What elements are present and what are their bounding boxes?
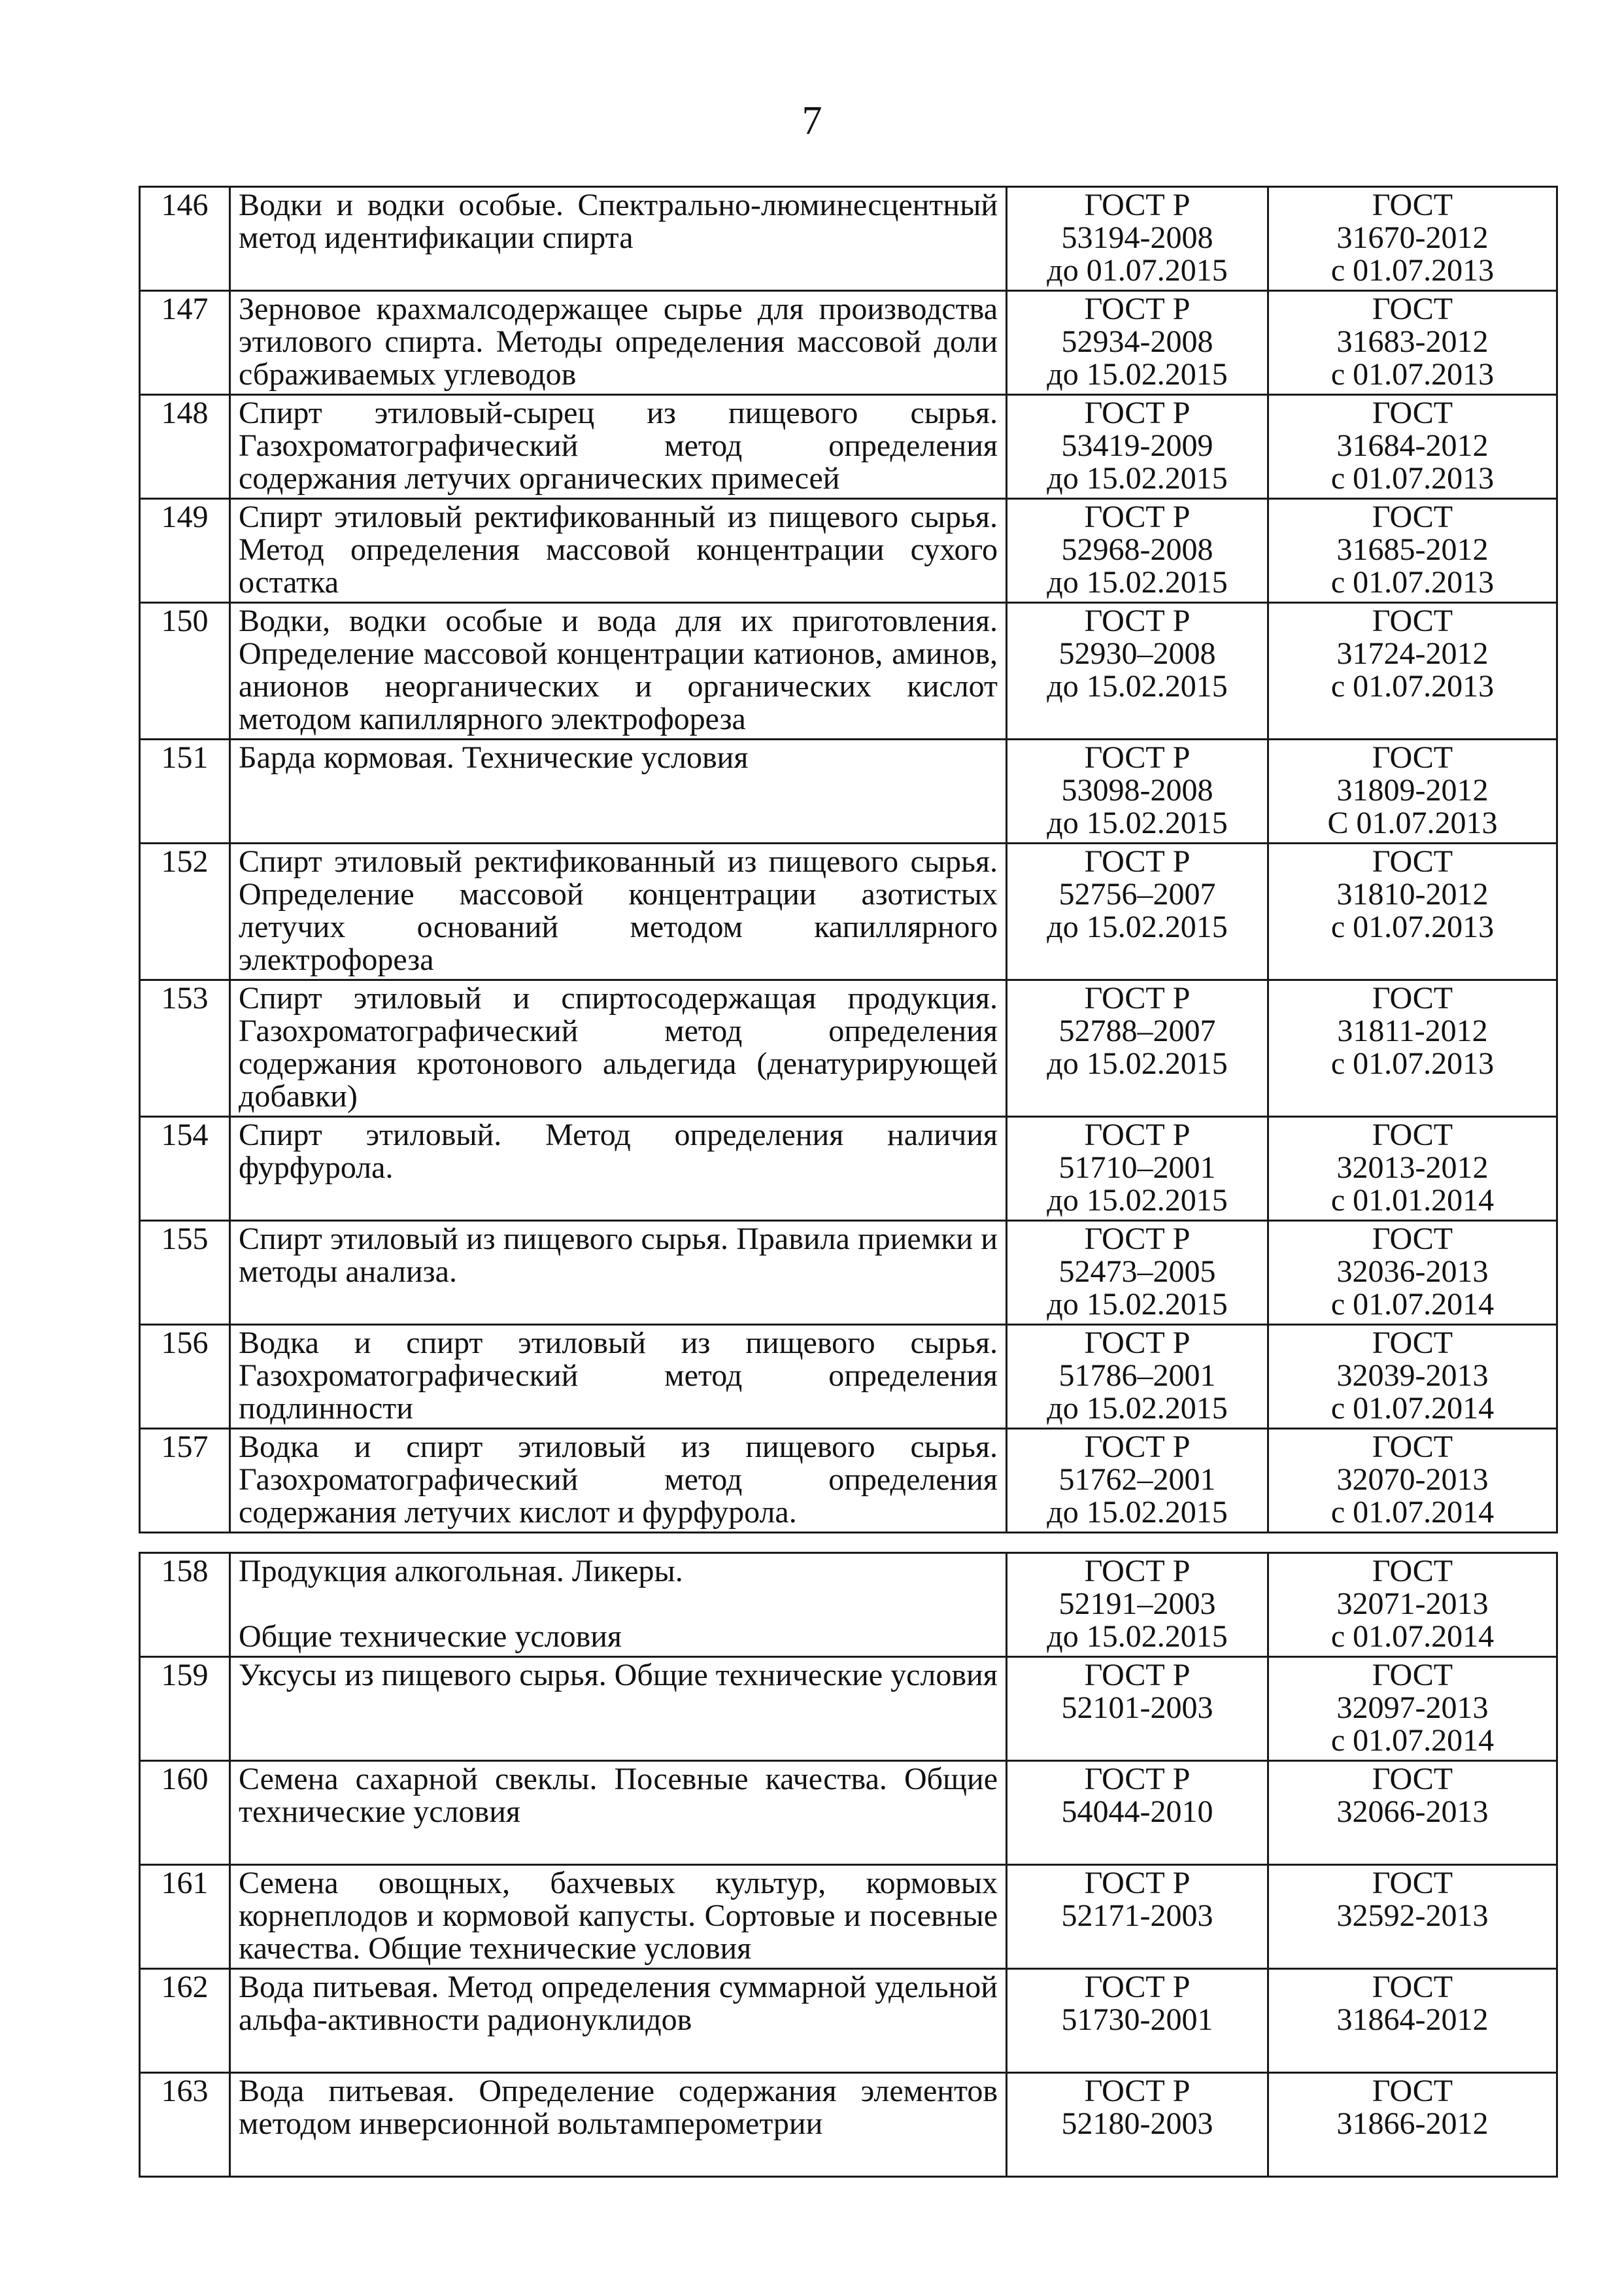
table-gap xyxy=(140,1533,1557,1553)
new-standard: ГОСТ 31810-2012 с 01.07.2013 xyxy=(1268,844,1557,980)
table-row xyxy=(140,1553,1557,1657)
old-standard: ГОСТ Р 52788–2007 до 15.02.2015 xyxy=(1007,980,1268,1117)
table-row xyxy=(140,1657,1557,1761)
new-standard: ГОСТ 31670-2012 с 01.07.2013 xyxy=(1268,187,1557,291)
new-standard: ГОСТ 31809-2012 С 01.07.2013 xyxy=(1268,740,1557,844)
table-row xyxy=(140,291,1557,395)
new-standard: ГОСТ 32070-2013 с 01.07.2014 xyxy=(1268,1429,1557,1533)
new-standard: ГОСТ 31684-2012 с 01.07.2013 xyxy=(1268,395,1557,499)
row-number: 149 xyxy=(140,499,230,603)
row-number: 157 xyxy=(140,1429,230,1533)
old-standard: ГОСТ Р 51786–2001 до 15.02.2015 xyxy=(1007,1325,1268,1429)
new-standard: ГОСТ 32039-2013 с 01.07.2014 xyxy=(1268,1325,1557,1429)
new-standard: ГОСТ 31685-2012 с 01.07.2013 xyxy=(1268,499,1557,603)
row-number: 152 xyxy=(140,844,230,980)
old-standard: ГОСТ Р 53419-2009 до 15.02.2015 xyxy=(1007,395,1268,499)
row-number: 160 xyxy=(140,1761,230,1865)
old-standard: ГОСТ Р 51762–2001 до 15.02.2015 xyxy=(1007,1429,1268,1533)
old-standard: ГОСТ Р 52101-2003 xyxy=(1007,1657,1268,1761)
row-number: 147 xyxy=(140,291,230,395)
row-number: 153 xyxy=(140,980,230,1117)
standard-title: Водка и спирт этиловый из пищевого сырья. Газохроматографический метод определения подлинности xyxy=(230,1325,1007,1429)
table-row xyxy=(140,395,1557,499)
new-standard: ГОСТ 31724-2012 с 01.07.2013 xyxy=(1268,603,1557,740)
table-row xyxy=(140,740,1557,844)
standard-title: Водки, водки особые и вода для их приготовления. Определение массовой концентрации катионов, аминов, анионов неорганических и органических кислот методом капиллярного электрофореза xyxy=(230,603,1007,740)
standard-title: Спирт этиловый и спиртосодержащая продукция. Газохроматографический метод определения содержания кротонового альдегида (денатурирующей добавки) xyxy=(230,980,1007,1117)
new-standard: ГОСТ 32066-2013 xyxy=(1268,1761,1557,1865)
gost-table xyxy=(139,186,1558,2178)
old-standard: ГОСТ Р 52473–2005 до 15.02.2015 xyxy=(1007,1221,1268,1325)
standard-title: Зерновое крахмалсодержащее сырье для производства этилового спирта. Методы определения массовой доли сбраживаемых углеводов xyxy=(230,291,1007,395)
table-row xyxy=(140,1221,1557,1325)
new-standard: ГОСТ 32036-2013 с 01.07.2014 xyxy=(1268,1221,1557,1325)
row-number: 154 xyxy=(140,1117,230,1221)
table-row xyxy=(140,603,1557,740)
old-standard: ГОСТ Р 52934-2008 до 15.02.2015 xyxy=(1007,291,1268,395)
row-number: 148 xyxy=(140,395,230,499)
standard-title: Спирт этиловый ректификованный из пищевого сырья. Определение массовой концентрации азотистых летучих оснований методом капиллярного электрофореза xyxy=(230,844,1007,980)
old-standard: ГОСТ Р 52180-2003 xyxy=(1007,2073,1268,2177)
row-number: 146 xyxy=(140,187,230,291)
standard-title: Водки и водки особые. Спектрально-люминесцентный метод идентификации спирта xyxy=(230,187,1007,291)
row-number: 161 xyxy=(140,1865,230,1969)
standard-title: Спирт этиловый. Метод определения наличия фурфурола. xyxy=(230,1117,1007,1221)
new-standard: ГОСТ 32071-2013 с 01.07.2014 xyxy=(1268,1553,1557,1657)
row-number: 150 xyxy=(140,603,230,740)
old-standard: ГОСТ Р 52171-2003 xyxy=(1007,1865,1268,1969)
new-standard: ГОСТ 32013-2012 с 01.01.2014 xyxy=(1268,1117,1557,1221)
standard-title: Уксусы из пищевого сырья. Общие технические условия xyxy=(230,1657,1007,1761)
new-standard: ГОСТ 32097-2013 с 01.07.2014 xyxy=(1268,1657,1557,1761)
new-standard: ГОСТ 31866-2012 xyxy=(1268,2073,1557,2177)
row-number: 155 xyxy=(140,1221,230,1325)
table-row xyxy=(140,499,1557,603)
standard-title: Семена сахарной свеклы. Посевные качества. Общие технические условия xyxy=(230,1761,1007,1865)
new-standard: ГОСТ 31811-2012 с 01.07.2013 xyxy=(1268,980,1557,1117)
page-number: 7 xyxy=(802,99,822,143)
new-standard: ГОСТ 31864-2012 xyxy=(1268,1969,1557,2073)
table-row xyxy=(140,1969,1557,2073)
old-standard: ГОСТ Р 52756–2007 до 15.02.2015 xyxy=(1007,844,1268,980)
old-standard: ГОСТ Р 51730-2001 xyxy=(1007,1969,1268,2073)
old-standard: ГОСТ Р 52968-2008 до 15.02.2015 xyxy=(1007,499,1268,603)
table-row xyxy=(140,187,1557,291)
standard-title: Вода питьевая. Определение содержания элементов методом инверсионной вольтамперометрии xyxy=(230,2073,1007,2177)
table-row xyxy=(140,1761,1557,1865)
standard-title: Водка и спирт этиловый из пищевого сырья. Газохроматографический метод определения содержания летучих кислот и фурфурола. xyxy=(230,1429,1007,1533)
row-number: 162 xyxy=(140,1969,230,2073)
old-standard: ГОСТ Р 52930–2008 до 15.02.2015 xyxy=(1007,603,1268,740)
new-standard: ГОСТ 32592-2013 xyxy=(1268,1865,1557,1969)
old-standard: ГОСТ Р 51710–2001 до 15.02.2015 xyxy=(1007,1117,1268,1221)
table-row xyxy=(140,844,1557,980)
row-number: 156 xyxy=(140,1325,230,1429)
old-standard: ГОСТ Р 53098-2008 до 15.02.2015 xyxy=(1007,740,1268,844)
row-number: 163 xyxy=(140,2073,230,2177)
row-number: 151 xyxy=(140,740,230,844)
table-row xyxy=(140,1429,1557,1533)
table-row xyxy=(140,1325,1557,1429)
old-standard: ГОСТ Р 52191–2003 до 15.02.2015 xyxy=(1007,1553,1268,1657)
standard-title: Вода питьевая. Метод определения суммарной удельной альфа-активности радионуклидов xyxy=(230,1969,1007,2073)
new-standard: ГОСТ 31683-2012 с 01.07.2013 xyxy=(1268,291,1557,395)
standard-title: Спирт этиловый из пищевого сырья. Правила приемки и методы анализа. xyxy=(230,1221,1007,1325)
standard-title: Спирт этиловый ректификованный из пищевого сырья. Метод определения массовой концентрации сухого остатка xyxy=(230,499,1007,603)
table-row xyxy=(140,1865,1557,1969)
row-number: 159 xyxy=(140,1657,230,1761)
old-standard: ГОСТ Р 54044-2010 xyxy=(1007,1761,1268,1865)
table-row xyxy=(140,980,1557,1117)
standard-title: Барда кормовая. Технические условия xyxy=(230,740,1007,844)
row-number: 158 xyxy=(140,1553,230,1657)
standard-title: Спирт этиловый-сырец из пищевого сырья. Газохроматографический метод определения содержания летучих органических примесей xyxy=(230,395,1007,499)
old-standard: ГОСТ Р 53194-2008 до 01.07.2015 xyxy=(1007,187,1268,291)
standard-title: Продукция алкогольная. Ликеры. Общие технические условия xyxy=(230,1553,1007,1657)
table-row xyxy=(140,1117,1557,1221)
standard-title: Семена овощных, бахчевых культур, кормовых корнеплодов и кормовой капусты. Сортовые и посевные качества. Общие технические условия xyxy=(230,1865,1007,1969)
table-row xyxy=(140,2073,1557,2177)
